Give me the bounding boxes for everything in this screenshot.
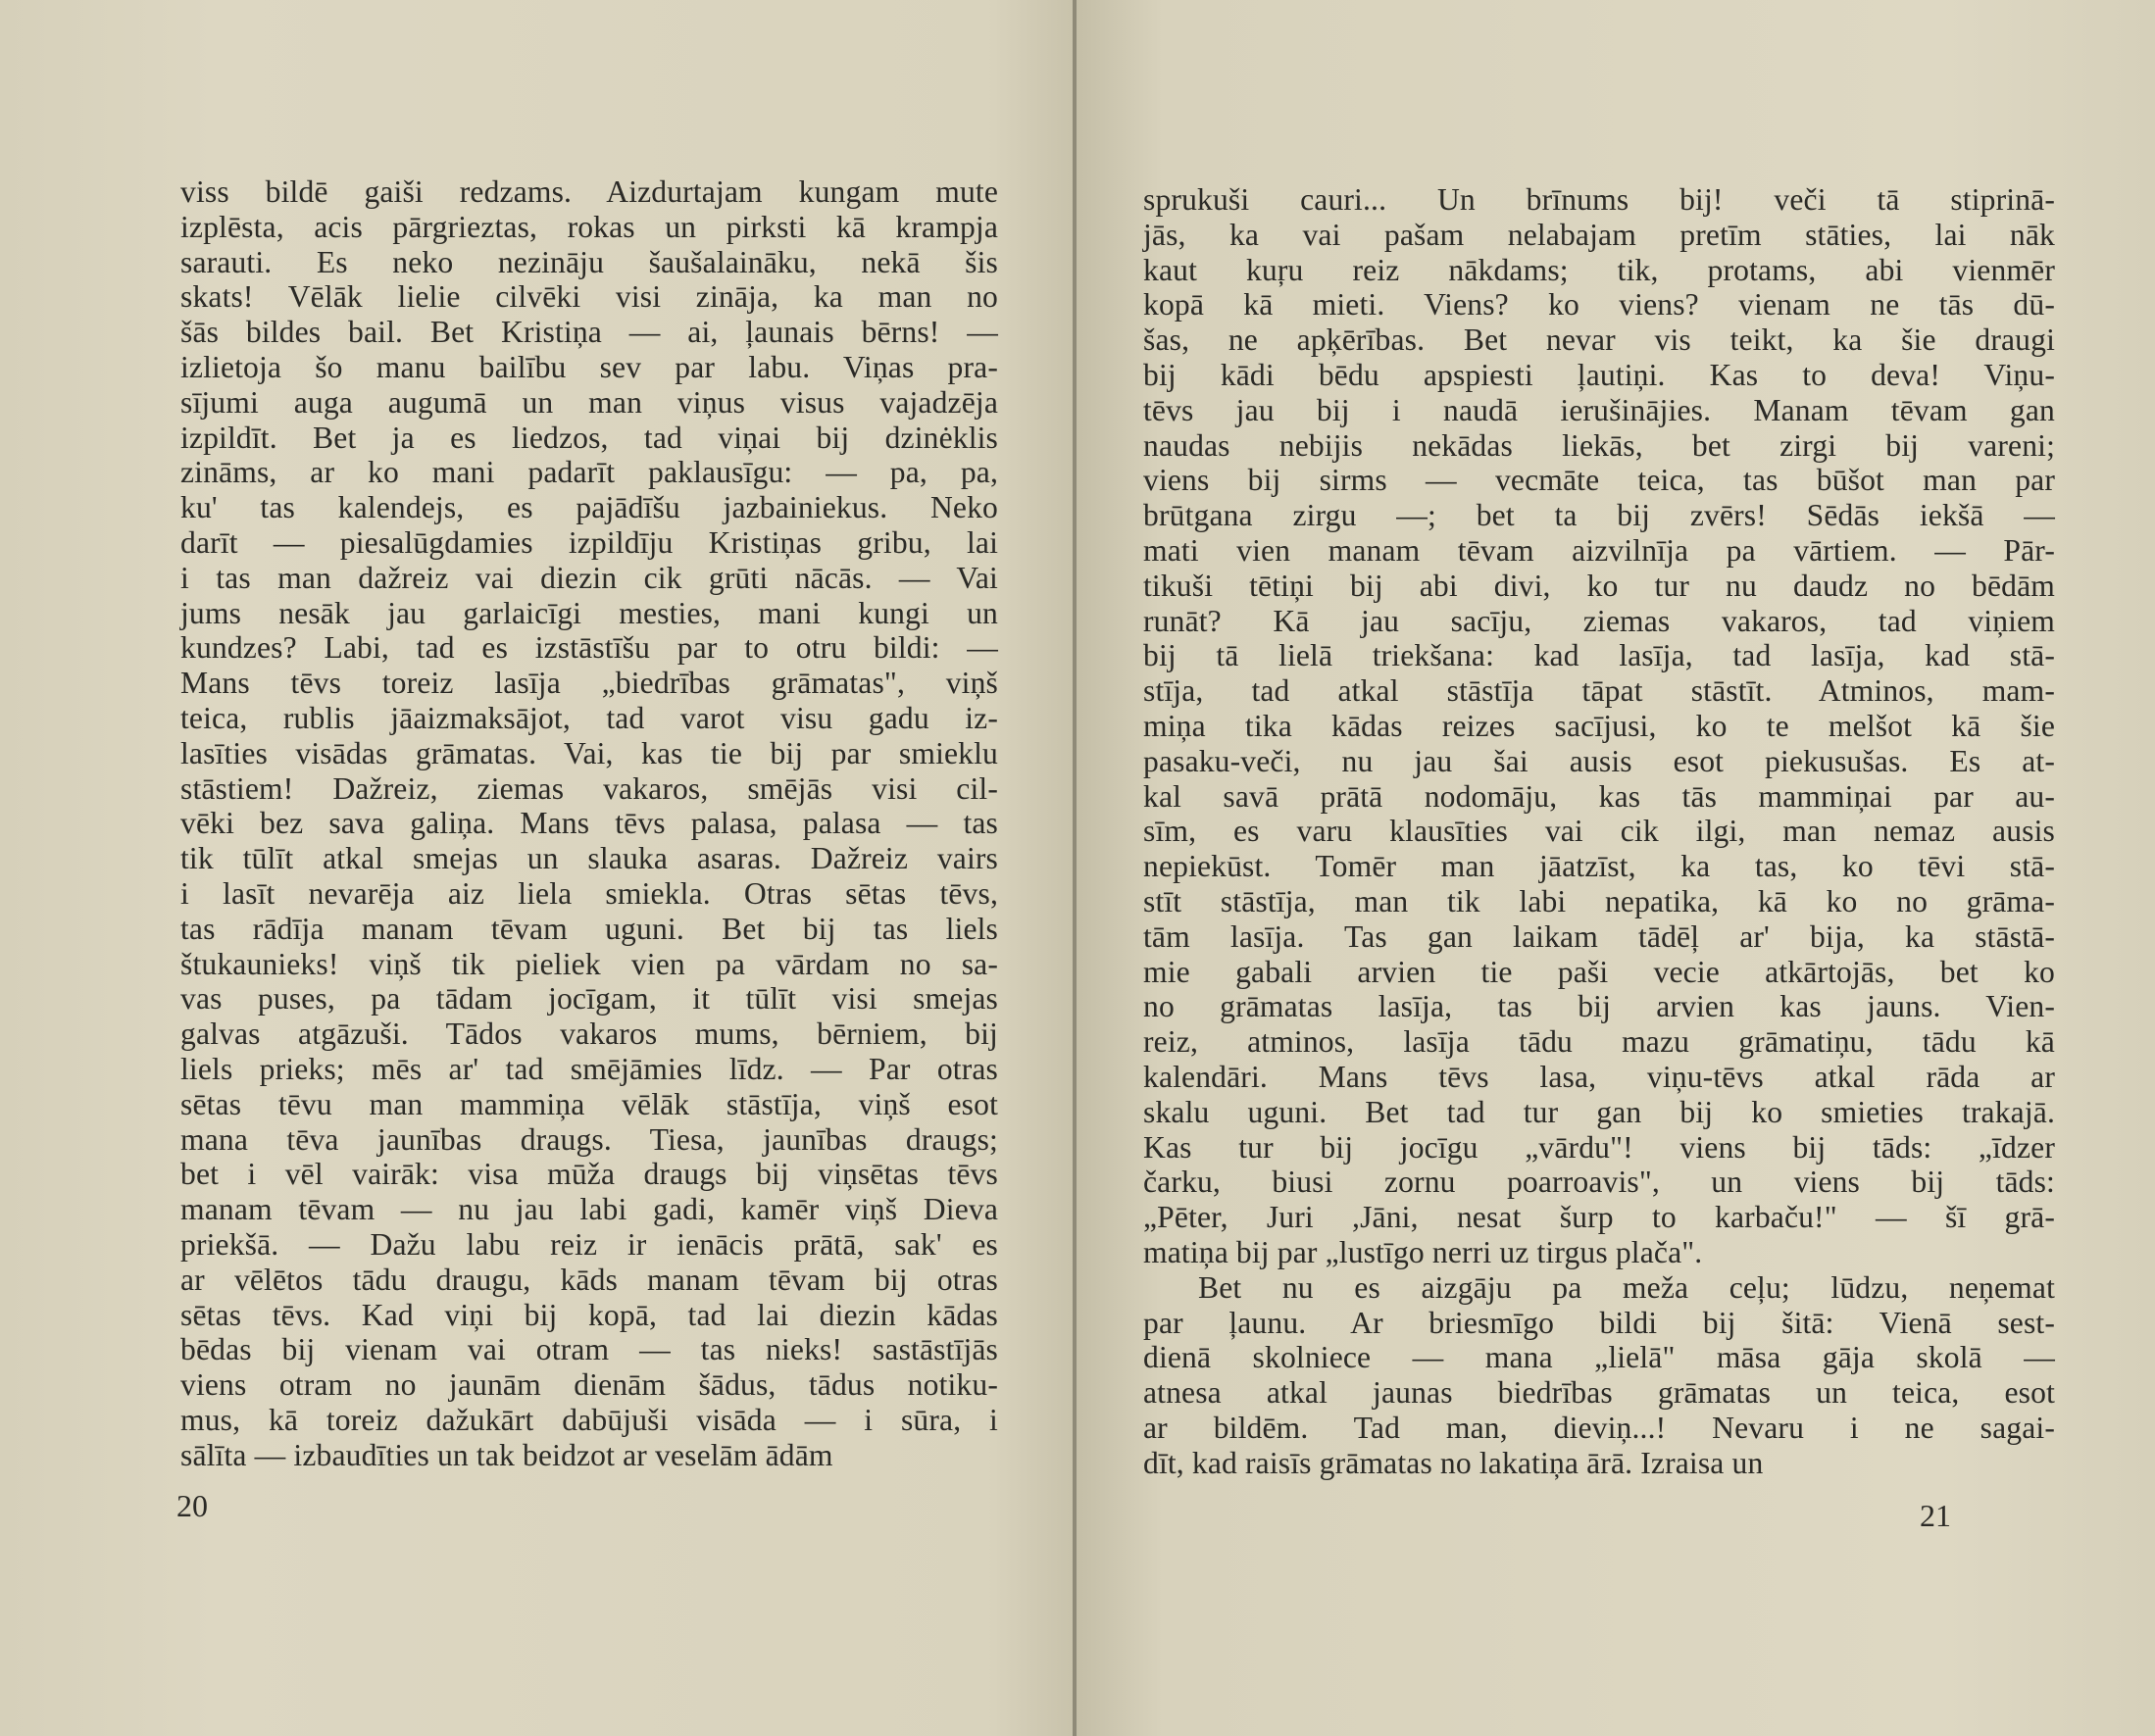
text-line: Mans tēvs toreiz lasīja „biedrības grāmatas", viņš: [180, 666, 998, 701]
text-line: šās bildes bail. Bet Kristiņa — ai, ļaunais bērns! —: [180, 315, 998, 350]
text-line: izpildīt. Bet ja es liedzos, tad viņai bij dzinėklis: [180, 420, 998, 455]
left-page: [0, 0, 1075, 1736]
text-line: reiz, atminos, lasīja tādu mazu grāmatiņu, tādu kā: [1143, 1024, 2055, 1060]
text-line: ar vēlētos tādu draugu, kāds manam tēvam bij otras: [180, 1262, 998, 1297]
text-line: i lasīt nevarēja aiz liela smiekla. Otras sētas tēvs,: [180, 875, 998, 911]
text-line: ku' tas kalendejs, es pajādīšu jazbainiekus. Neko: [180, 490, 998, 525]
text-line: viens bij sirms — vecmāte teica, tas būšot man par: [1143, 463, 2055, 498]
text-line: par ļaunu. Ar briesmīgo bildi bij šitā: Vienā sest-: [1143, 1305, 2055, 1340]
text-line: jās, ka vai pašam nelabajam pretīm stāties, lai nāk: [1143, 217, 2055, 252]
text-line: bij kādi bēdu apspiesti ļautiņi. Kas to deva! Viņu-: [1143, 357, 2055, 392]
text-line: izlietoja šo manu bailību sev par labu. Viņas pra-: [180, 349, 998, 384]
text-line: bet i vēl vairāk: visa mūža draugs bij viņsētas tēvs: [180, 1157, 998, 1192]
text-line: tēvs jau bij i naudā ierušinājies. Manam tēvam gan: [1143, 392, 2055, 427]
text-line: mati vien manam tēvam aizvilnīja pa vārtiem. — Pār-: [1143, 532, 2055, 568]
text-line: vas puses, pa tādam jocīgam, it tūlīt visi smejas: [180, 981, 998, 1017]
text-line: manam tēvam — nu jau labi gadi, kamēr viņš Dieva: [180, 1192, 998, 1227]
text-line: sīm, es varu klausīties vai cik ilgi, man nemaz ausis: [1143, 814, 2055, 849]
text-line: matiņa bij par „lustīgo nerri uz tirgus plača".: [1143, 1234, 1703, 1269]
text-line: stāstiem! Dažreiz, ziemas vakaros, smējās visi cil-: [180, 770, 998, 806]
text-line: kalendāri. Mans tēvs lasa, viņu-tēvs atkal rāda ar: [1143, 1059, 2055, 1094]
text-line: galvas atgāzuši. Tādos vakaros mums, bērniem, bij: [180, 1017, 998, 1052]
text-line: bēdas bij vienam vai otram — tas nieks! sastāstījās: [180, 1332, 998, 1367]
text-line: tas rādīja manam tēvam uguni. Bet bij tas liels: [180, 911, 998, 946]
text-line: mana tēva jaunības draugs. Tiesa, jaunības draugs;: [180, 1121, 998, 1157]
text-line: dienā skolniece — mana „lielā" māsa gāja skolā —: [1143, 1340, 2055, 1375]
right-page-text: [1143, 182, 2055, 1480]
text-line: stīt stāstīja, man tik labi nepatika, kā ko no grāma-: [1143, 883, 2055, 918]
text-line: brūtgana zirgu —; bet ta bij zvērs! Sēdās iekšā —: [1143, 498, 2055, 533]
text-line: Bet nu es aizgāju pa meža ceļu; lūdzu, neņemat: [1198, 1269, 2055, 1305]
text-line: naudas nebijis nekādas liekās, bet zirgi bij vareni;: [1143, 427, 2055, 463]
text-line: mus, kā toreiz dažukārt dabūjuši visāda — i sūra, i: [180, 1402, 998, 1437]
text-line: kundzes? Labi, tad es izstāstīšu par to otru bildi: —: [180, 630, 998, 666]
text-line: no grāmatas lasīja, tas bij arvien kas jauns. Vien-: [1143, 989, 2055, 1024]
text-line: tikuši tētiņi bij abi divi, ko tur nu daudz no bēdām: [1143, 568, 2055, 603]
text-line: sarauti. Es neko nezināju šaušalaināku, nekā šis: [180, 244, 998, 279]
text-line: zināms, ar ko mani padarīt paklausīgu: — pa, pa,: [180, 455, 998, 490]
text-line: pasaku-veči, nu jau šai ausis esot piekusušas. Es at-: [1143, 743, 2055, 778]
text-line: šas, ne apķērības. Bet nevar vis teikt, ka šie draugi: [1143, 322, 2055, 358]
text-line: izplēsta, acis pārgrieztas, rokas un pirksti kā krampja: [180, 209, 998, 244]
text-line: viss bildē gaiši redzams. Aizdurtajam kungam mute: [180, 174, 998, 209]
text-line: tik tūlīt atkal smejas un slauka asaras. Dažreiz vairs: [180, 841, 998, 876]
text-line: nepiekūst. Tomēr man jāatzīst, ka tas, ko tēvi stā-: [1143, 849, 2055, 884]
text-line: sījumi auga augumā un man viņus visus vajadzēja: [180, 384, 998, 420]
text-line: mie gabali arvien tie paši vecie atkārtojās, bet ko: [1143, 954, 2055, 989]
text-line: štukaunieks! viņš tik pieliek vien pa vārdam no sa-: [180, 946, 998, 981]
text-line: skats! Vēlāk lielie cilvēki visi zināja, ka man no: [180, 279, 998, 315]
text-line: miņa tika kādas reizes sacījusi, ko te melšot kā šie: [1143, 708, 2055, 743]
text-line: dīt, kad raisīs grāmatas no lakatiņa ārā. Izraisa un: [1143, 1445, 1764, 1480]
page-number: 20: [176, 1488, 208, 1523]
text-line: sētas tēvs. Kad viņi bij kopā, tad lai diezin kādas: [180, 1297, 998, 1332]
text-line: vēki bez sava galiņa. Mans tēvs palasa, palasa — tas: [180, 806, 998, 841]
text-line: jums nesāk jau garlaicīgi mesties, mani kungi un: [180, 595, 998, 630]
text-line: skalu uguni. Bet tad tur gan bij ko smieties trakajā.: [1143, 1094, 2055, 1129]
text-line: kal savā prātā nodomāju, kas tās mammiņai par au-: [1143, 778, 2055, 814]
text-line: atnesa atkal jaunas biedrības grāmatas un teica, esot: [1143, 1375, 2055, 1411]
text-line: sprukuši cauri... Un brīnums bij! veči tā stiprinā-: [1143, 182, 2055, 217]
text-line: „Pēter, Juri ,Jāni, nesat šurp to karbaču!" — šī grā-: [1143, 1200, 2055, 1235]
text-line: ar bildēm. Tad man, dieviņ...! Nevaru i ne sagai-: [1143, 1410, 2055, 1445]
text-line: priekšā. — Dažu labu reiz ir ienācis prātā, sak' es: [180, 1226, 998, 1262]
text-line: stīja, tad atkal stāstīja tāpat stāstīt. Atminos, mam-: [1143, 673, 2055, 709]
text-line: liels prieks; mēs ar' tad smējāmies līdz. — Par otras: [180, 1051, 998, 1086]
text-line: darīt — piesalūgdamies izpildīju Kristiņas gribu, lai: [180, 524, 998, 560]
page-number: 21: [1920, 1498, 1951, 1533]
text-line: i tas man dažreiz vai diezin cik grūti nācās. — Vai: [180, 560, 998, 595]
text-line: Kas tur bij jocīgu „vārdu"! viens bij tāds: „īdzer: [1143, 1129, 2055, 1165]
text-line: kaut kuŗu reiz nākdams; tik, protams, abi vienmēr: [1143, 252, 2055, 287]
text-line: bij tā lielā triekšana: kad lasīja, tad lasīja, kad stā-: [1143, 638, 2055, 673]
text-line: čarku, biusi zornu poarroavis", un viens bij tāds:: [1143, 1165, 2055, 1200]
text-line: sālīta — izbaudīties un tak beidzot ar veselām ādām: [180, 1437, 833, 1472]
text-line: sētas tēvu man mammiņa vēlāk stāstīja, viņš esot: [180, 1086, 998, 1121]
text-line: lasīties visādas grāmatas. Vai, kas tie bij par smieklu: [180, 735, 998, 770]
left-page-text: [180, 174, 998, 1472]
text-line: teica, rublis jāaizmaksājot, tad varot visu gadu iz-: [180, 700, 998, 735]
text-line: kopā kā mieti. Viens? ko viens? vienam ne tās dū-: [1143, 287, 2055, 322]
text-line: runāt? Kā jau sacīju, ziemas vakaros, tad viņiem: [1143, 603, 2055, 638]
text-line: tām lasīja. Tas gan laikam tādēļ ar' bija, ka stāstā-: [1143, 918, 2055, 954]
text-line: viens otram no jaunām dienām šādus, tādus notiku-: [180, 1367, 998, 1403]
right-page: [1077, 0, 2155, 1736]
